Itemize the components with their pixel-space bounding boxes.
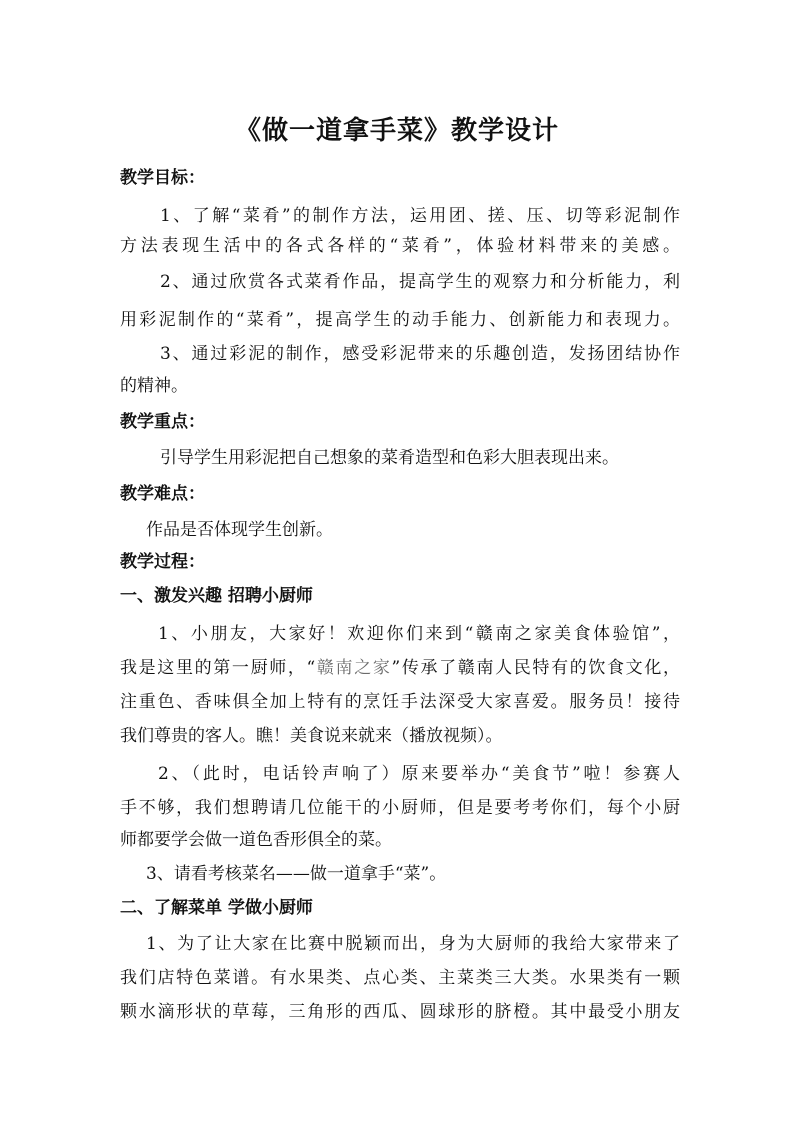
difficulty-heading: 教学难点： bbox=[120, 484, 205, 504]
s2-para-1-line-1: 1、为了让大家在比赛中脱颖而出，身为大厨师的我给大家带来了 bbox=[146, 934, 680, 954]
goals-heading: 教学目标： bbox=[120, 168, 205, 188]
goal-2-line-1: 2、通过欣赏各式菜肴作品，提高学生的观察力和分析能力，利 bbox=[160, 272, 680, 292]
s1-para-1-line-2-pre: 我是这里的第一厨师，“ bbox=[120, 658, 316, 678]
s1-para-2-line-1: 2、（此时，电话铃声响了）原来要举办“美食节”啦！参赛人 bbox=[158, 764, 680, 784]
key-point-heading: 教学重点： bbox=[120, 412, 205, 432]
goal-1-line-2: 方法表现生活中的各式各样的“菜肴”，体验材料带来的美感。 bbox=[120, 236, 680, 256]
section-2-heading: 二、了解菜单 学做小厨师 bbox=[120, 898, 313, 918]
document-title: 《做一道拿手菜》教学设计 bbox=[234, 116, 559, 146]
s1-para-2-line-2: 手不够，我们想聘请几位能干的小厨师，但是要考考你们，每个小厨 bbox=[120, 798, 680, 818]
difficulty-text: 作品是否体现学生创新。 bbox=[146, 520, 333, 540]
goal-3-line-2: 的精神。 bbox=[120, 376, 188, 396]
s2-para-1-line-3: 颗水滴形状的草莓，三角形的西瓜、圆球形的脐橙。其中最受小朋友 bbox=[120, 1002, 680, 1022]
key-point-text: 引导学生用彩泥把自己想象的菜肴造型和色彩大胆表现出来。 bbox=[160, 448, 619, 468]
s1-para-1-line-1: 1、小朋友，大家好！欢迎你们来到“赣南之家美食体验馆”， bbox=[158, 624, 680, 644]
section-1-heading: 一、激发兴趣 招聘小厨师 bbox=[120, 586, 313, 606]
goal-3-line-1: 3、通过彩泥的制作，感受彩泥带来的乐趣创造，发扬团结协作 bbox=[160, 344, 680, 364]
goal-1-line-1: 1、了解“菜肴”的制作方法，运用团、搓、压、切等彩泥制作 bbox=[160, 206, 680, 226]
s1-para-1-line-2-post: ”传承了赣南人民特有的饮食文化， bbox=[391, 658, 680, 678]
s1-para-3-line-1: 3、请看考核菜名——做一道拿手“菜”。 bbox=[146, 864, 447, 884]
goal-2-line-2: 用彩泥制作的“菜肴”，提高学生的动手能力、创新能力和表现力。 bbox=[120, 310, 680, 330]
process-heading: 教学过程： bbox=[120, 552, 205, 572]
s1-para-1-line-2 bbox=[120, 656, 680, 680]
s1-para-1-line-4: 我们尊贵的客人。瞧！美食说来就来（播放视频）。 bbox=[120, 726, 503, 746]
s2-para-1-line-2: 我们店特色菜谱。有水果类、点心类、主菜类三大类。水果类有一颗 bbox=[120, 968, 680, 988]
s1-para-1-line-3: 注重色、香味俱全加上特有的烹饪手法深受大家喜爱。服务员！接待 bbox=[120, 692, 680, 712]
s1-para-2-line-3: 师都要学会做一道色香形俱全的菜。 bbox=[120, 830, 392, 850]
s1-para-1-highlight: 赣南之家 bbox=[315, 658, 392, 678]
